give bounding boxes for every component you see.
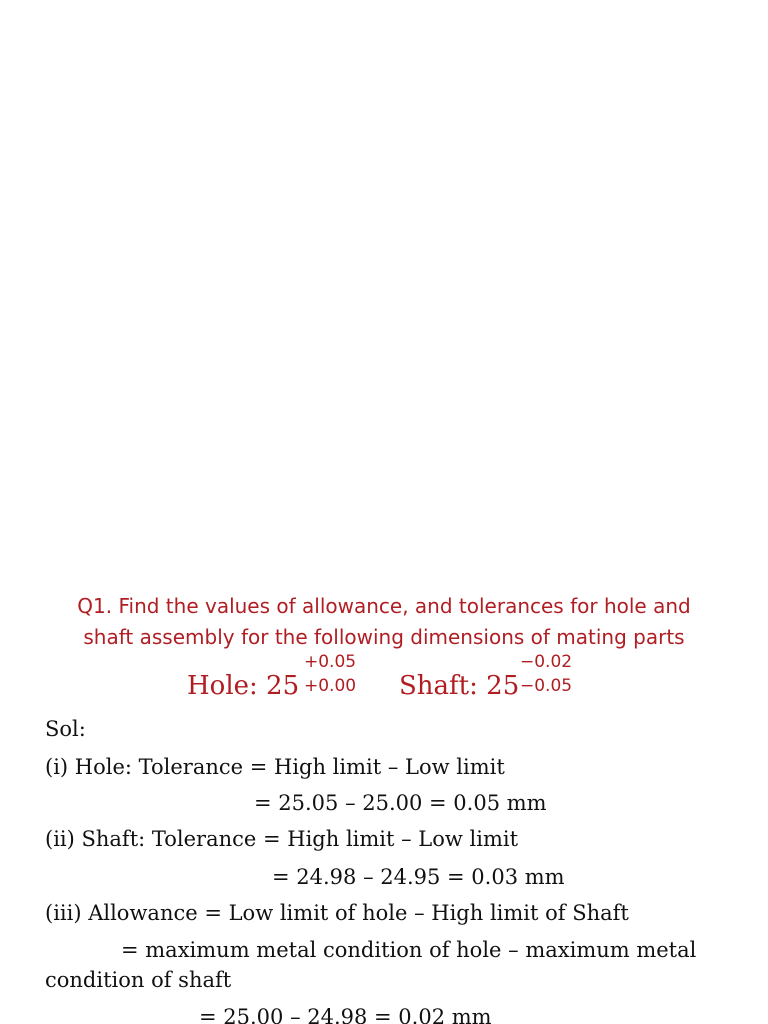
question-line-2: shaft assembly for the following dimensions of mating parts <box>83 625 685 649</box>
allowance-definition: = maximum metal condition of hole – maximum metal <box>121 938 697 962</box>
hole-tolerance-result: = 25.05 – 25.00 = 0.05 mm <box>254 791 547 815</box>
allowance-definition-continued: condition of shaft <box>45 968 232 992</box>
shaft-tolerance-result: = 24.98 – 24.95 = 0.03 mm <box>272 865 565 889</box>
question-line-1: Q1. Find the values of allowance, and tolerances for hole and <box>77 594 691 618</box>
hole-tolerance-formula: (i) Hole: Tolerance = High limit – Low limit <box>45 755 505 779</box>
hole-upper-deviation: +0.05 <box>304 652 357 672</box>
shaft-upper-deviation: −0.02 <box>520 652 573 672</box>
dimension-notation <box>0 651 768 697</box>
solution-label: Sol: <box>45 717 86 741</box>
allowance-result: = 25.00 – 24.98 = 0.02 mm <box>199 1005 492 1024</box>
shaft-tolerance-formula: (ii) Shaft: Tolerance = High limit – Low limit <box>45 827 519 851</box>
hole-lower-deviation: +0.00 <box>304 676 357 696</box>
shaft-dimension-base: Shaft: 25 <box>399 671 520 697</box>
shaft-lower-deviation: −0.05 <box>520 676 573 696</box>
hole-dimension-base: Hole: 25 <box>187 671 300 697</box>
allowance-formula: (iii) Allowance = Low limit of hole – High limit of Shaft <box>45 901 629 925</box>
question-text <box>0 591 768 653</box>
